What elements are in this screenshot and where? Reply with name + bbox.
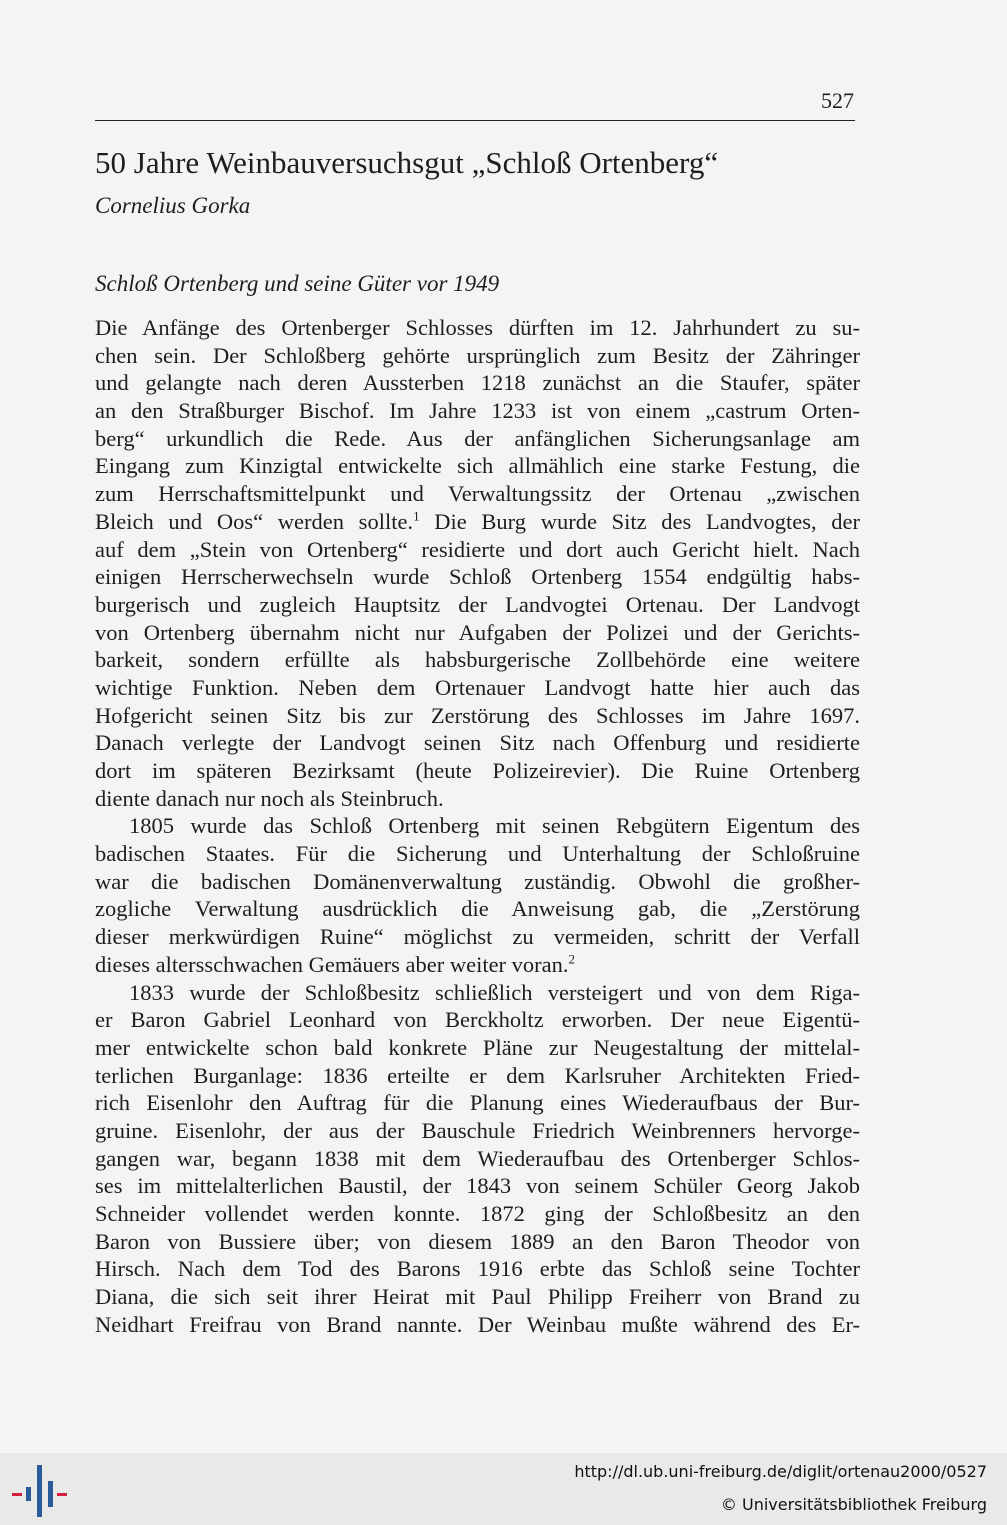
author: Cornelius Gorka (95, 193, 251, 218)
text-line: chen sein. Der Schloßberg gehörte ursprünglich zum Besitz der Zähringer (95, 342, 860, 368)
text-line: er Baron Gabriel Leonhard von Berckholtz erworben. Der neue Eigentü- (95, 1007, 860, 1033)
text-line: wichtige Funktion. Neben dem Ortenauer Landvogt hatte hier auch das (95, 674, 860, 700)
text-line: Hofgericht seinen Sitz bis zur Zerstörung des Schlosses im Jahre 1697. (95, 702, 860, 728)
text-line: 1805 wurde das Schloß Ortenberg mit seinen Rebgütern Eigentum des (129, 813, 860, 839)
header-rule (95, 120, 855, 121)
text-line: mer entwickelte schon bald konkrete Pläne zur Neugestaltung der mittelal- (95, 1034, 860, 1060)
text-line: und gelangte nach deren Aussterben 1218 zunächst an die Staufer, später (95, 370, 860, 396)
text-line: 1833 wurde der Schloßbesitz schließlich versteigert und von dem Riga- (129, 979, 860, 1005)
text-line: auf dem „Stein von Ortenberg“ residierte und dort auch Gericht hielt. Nach (95, 536, 860, 562)
text-line: Neidhart Freifrau von Brand nannte. Der Weinbau mußte während des Er- (95, 1311, 860, 1337)
footer-url-link[interactable]: http://dl.ub.uni-freiburg.de/diglit/ortenau2000/0527 (574, 1462, 987, 1481)
body-text (95, 314, 860, 1338)
text-line: Eingang zum Kinzigtal entwickelte sich allmählich eine starke Festung, die (95, 453, 860, 479)
text-line: zum Herrschaftsmittelpunkt und Verwaltungssitz der Ortenau „zwischen (95, 481, 860, 507)
text-line: gangen war, begann 1838 mit dem Wiederaufbau des Ortenberger Schlos- (95, 1145, 860, 1171)
text-line: gruine. Eisenlohr, der aus der Bauschule Friedrich Weinbrenners hervorge- (95, 1117, 860, 1143)
text-line: einigen Herrscherwechseln wurde Schloß Ortenberg 1554 endgültig habs- (95, 564, 860, 590)
text-line: zogliche Verwaltung ausdrücklich die Anweisung gab, die „Zerstörung (95, 896, 860, 922)
page-number: 527 (821, 88, 854, 113)
ub-freiburg-logo-icon (12, 1463, 68, 1519)
text-line-end: Die Burg wurde Sitz des Landvogtes, der (419, 508, 860, 534)
text-line: Schneider vollendet werden konnte. 1872 ging der Schloßbesitz an den (95, 1201, 860, 1226)
footnote-marker: 2 (568, 951, 576, 967)
text-line: terlichen Burganlage: 1836 erteilte er dem Karlsruher Architekten Fried- (95, 1062, 860, 1088)
text-line: war die badischen Domänenverwaltung zuständig. Obwohl die großher- (95, 868, 860, 894)
text-line: berg“ urkundlich die Rede. Aus der anfänglichen Sicherungsanlage am (95, 425, 860, 451)
text-line: Die Anfänge des Ortenberger Schlosses dürften im 12. Jahrhundert zu su- (95, 315, 860, 340)
text-line: an den Straßburger Bischof. Im Jahre 1233 ist von einem „castrum Orten- (95, 398, 860, 424)
footnote-marker: 1 (413, 508, 420, 524)
text-line-start: dieses altersschwachen Gemäuers aber weiter voran. (95, 951, 569, 977)
text-line (95, 951, 860, 979)
section-heading: Schloß Ortenberg und seine Güter vor 1949 (95, 271, 500, 296)
text-line: badischen Staates. Für die Sicherung und Unterhaltung der Schloßruine (95, 841, 860, 867)
text-line: Danach verlegte der Landvogt seinen Sitz nach Offenburg und residierte (95, 730, 860, 756)
article-title: 50 Jahre Weinbauversuchsgut „Schloß Ortenberg“ (95, 145, 719, 180)
text-line (95, 508, 860, 536)
text-line: Hirsch. Nach dem Tod des Barons 1916 erbte das Schloß seine Tochter (95, 1256, 860, 1282)
text-line: burgerisch und zugleich Hauptsitz der Landvogtei Ortenau. Der Landvogt (95, 591, 860, 617)
text-line: dort im späteren Bezirksamt (heute Polizeirevier). Die Ruine Ortenberg (95, 758, 860, 783)
text-line: barkeit, sondern erfüllte als habsburgerische Zollbehörde eine weitere (95, 647, 860, 673)
text-line: Diana, die sich seit ihrer Heirat mit Paul Philipp Freiherr von Brand zu (95, 1284, 860, 1310)
text-line-start: Bleich und Oos“ werden sollte. (95, 508, 414, 534)
text-line: ses im mittelalterlichen Baustil, der 1843 von seinem Schüler Georg Jakob (95, 1173, 860, 1199)
text-line: dieser merkwürdigen Ruine“ möglichst zu vermeiden, schritt der Verfall (95, 924, 860, 950)
text-line: von Ortenberg übernahm nicht nur Aufgaben der Polizei und der Gerichts- (95, 619, 860, 645)
text-line: Baron von Bussiere über; von diesem 1889 an den Baron Theodor von (95, 1228, 860, 1254)
footer-copyright: © Universitätsbibliothek Freiburg (720, 1495, 987, 1514)
text-line: rich Eisenlohr den Auftrag für die Planung eines Wiederaufbaus der Bur- (95, 1090, 860, 1116)
text-line: diente danach nur noch als Steinbruch. (95, 785, 444, 811)
